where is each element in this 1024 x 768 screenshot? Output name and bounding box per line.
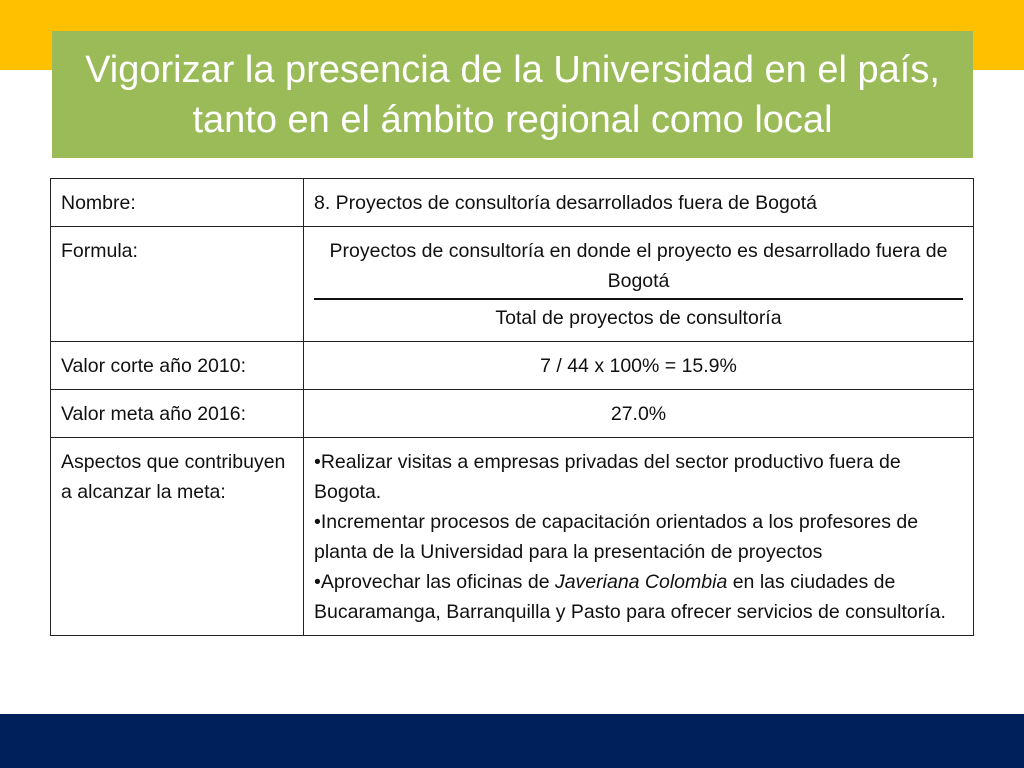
formula-denominator: Total de proyectos de consultoría: [495, 307, 782, 329]
table-row-valor-meta: [51, 390, 974, 438]
title-banner: [52, 31, 973, 158]
row-value: 27.0%: [304, 390, 974, 438]
table-row-valor-corte: [51, 342, 974, 390]
fraction-divider: [314, 298, 963, 300]
row-value: 7 / 44 x 100% = 15.9%: [304, 342, 974, 390]
slide-title: Vigorizar la presencia de la Universidad en el país, tanto en el ámbito regional como local: [85, 48, 940, 141]
row-label: Formula:: [51, 227, 304, 342]
bullet-item: [314, 567, 963, 627]
bottom-navy-band: [0, 714, 1024, 768]
bullet-item: •Incrementar procesos de capacitación orientados a los profesores de planta de la Universidad para la presentación de proyectos: [314, 511, 919, 563]
formula-cell: [304, 227, 974, 342]
row-label: Valor corte año 2010:: [51, 342, 304, 390]
bullet-text-emphasis: Javeriana Colombia: [554, 571, 728, 593]
table-row-formula: [51, 227, 974, 342]
bullet-text-after: en las ciudades de Bucaramanga, Barranquilla y Pasto para ofrecer servicios de consultoría.: [314, 571, 946, 623]
formula-numerator: Proyectos de consultoría en donde el proyecto es desarrollado fuera de Bogotá: [329, 240, 948, 292]
bullet-item: •Realizar visitas a empresas privadas del sector productivo fuera de Bogota.: [314, 451, 901, 503]
bullet-list: [304, 438, 974, 636]
row-label: Valor meta año 2016:: [51, 390, 304, 438]
bullet-text-before: •Aprovechar las oficinas de: [314, 571, 555, 593]
indicator-table: [50, 178, 974, 636]
row-label: Nombre:: [51, 179, 304, 227]
row-label: Aspectos que contribuyen a alcanzar la meta:: [51, 438, 304, 636]
row-value: 8. Proyectos de consultoría desarrollados fuera de Bogotá: [304, 179, 974, 227]
table-row-nombre: [51, 179, 974, 227]
table-row-aspectos: [51, 438, 974, 636]
